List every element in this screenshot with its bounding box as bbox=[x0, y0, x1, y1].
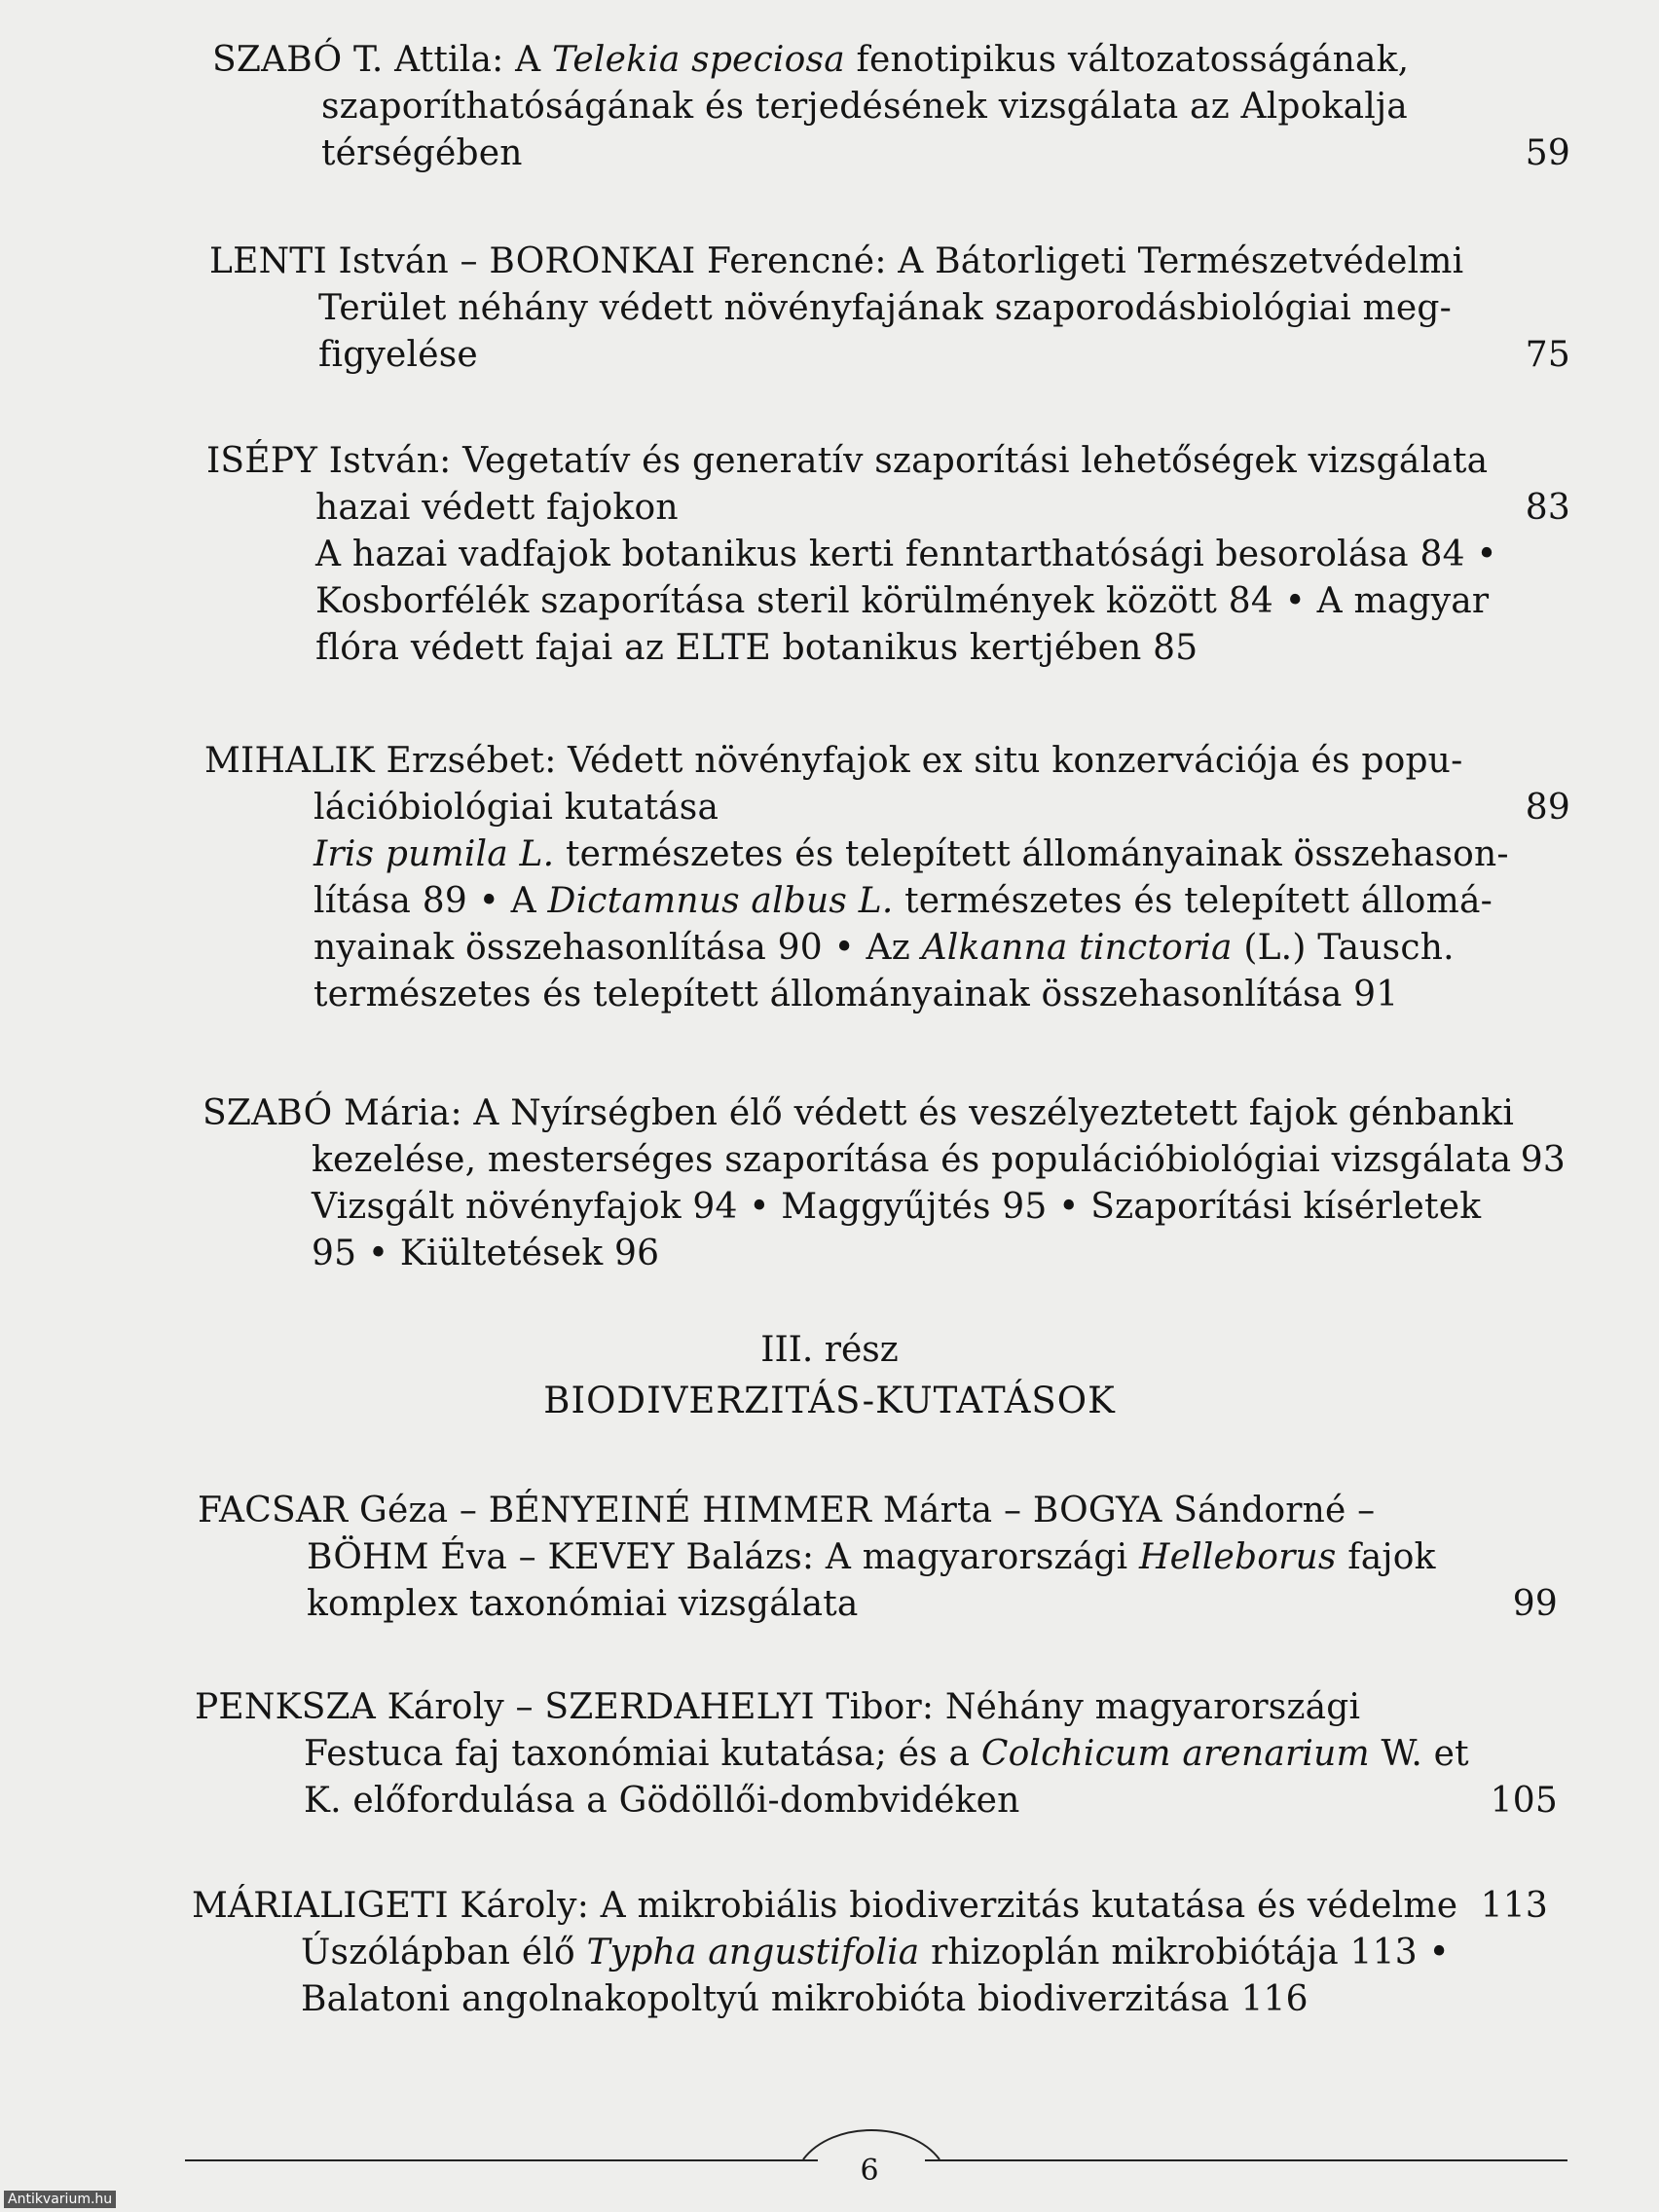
toc-entry-line bbox=[203, 1231, 1566, 1277]
toc-entry-line bbox=[204, 831, 1570, 878]
toc-line-text: SZABÓ T. Attila: A Telekia speciosa fenotipikus változatosságának, bbox=[212, 40, 1410, 80]
toc-entry-heading-line bbox=[204, 738, 1570, 785]
toc-page-number: 113 bbox=[1480, 1886, 1548, 1926]
toc-line-text: Vizsgált növényfajok 94 • Maggyűjtés 95 • Szaporítási kísérletek bbox=[312, 1187, 1482, 1227]
toc-line-text: lítása 89 • A Dictamnus albus L. természetes és telepített állomá- bbox=[313, 881, 1493, 921]
toc-line-text: LENTI István – BORONKAI Ferencné: A Bátorligeti Természetvédelmi bbox=[209, 241, 1464, 281]
toc-entry-line bbox=[198, 1534, 1558, 1581]
toc-entry-line bbox=[206, 485, 1570, 532]
toc-entry-line bbox=[203, 1184, 1566, 1231]
toc-entry-line bbox=[195, 1731, 1558, 1778]
toc-entry-line bbox=[204, 972, 1570, 1018]
toc-entry-lenti bbox=[209, 239, 1570, 379]
toc-entry-isepy bbox=[206, 438, 1570, 672]
toc-entry-line bbox=[206, 578, 1570, 625]
toc-entry-mihalik bbox=[204, 738, 1570, 1018]
toc-entry-szabo-attila bbox=[212, 37, 1570, 177]
toc-entry-penksza bbox=[195, 1684, 1558, 1825]
toc-line-text: MIHALIK Erzsébet: Védett növényfajok ex situ konzervációja és popu- bbox=[204, 741, 1463, 781]
toc-line-text: lációbiológiai kutatása bbox=[313, 788, 719, 828]
toc-page-number: 83 bbox=[1525, 488, 1570, 528]
toc-line-text: Iris pumila L. természetes és telepített állományainak összehason- bbox=[313, 834, 1509, 874]
toc-entry-heading-line bbox=[195, 1684, 1558, 1731]
toc-page-number: 99 bbox=[1512, 1584, 1558, 1624]
toc-line-text: FACSAR Géza – BÉNYEINÉ HIMMER Márta – BOGYA Sándorné – bbox=[198, 1491, 1376, 1530]
toc-entry-heading-line bbox=[212, 37, 1570, 84]
toc-line-text: természetes és telepített állományainak összehasonlítása 91 bbox=[313, 975, 1399, 1014]
toc-entry-szabo-maria bbox=[203, 1090, 1566, 1277]
toc-entry-heading-line bbox=[203, 1090, 1566, 1137]
toc-line-text: Festuca faj taxonómiai kutatása; és a Colchicum arenarium W. et bbox=[304, 1734, 1469, 1774]
toc-entry-heading-line bbox=[198, 1488, 1558, 1534]
section-part-label: III. rész bbox=[760, 1330, 899, 1370]
toc-line-text: Úszólápban élő Typha angustifolia rhizoplán mikrobiótája 113 • bbox=[301, 1933, 1450, 1972]
toc-page-number: 105 bbox=[1490, 1781, 1558, 1821]
toc-line-text: Kosborfélék szaporítása steril körülmények között 84 • A magyar bbox=[315, 581, 1490, 621]
toc-entry-heading-line bbox=[192, 1883, 1548, 1930]
toc-entry-line bbox=[198, 1581, 1558, 1628]
toc-entry-line bbox=[209, 285, 1570, 332]
toc-entry-heading-line bbox=[206, 438, 1570, 485]
toc-line-text: figyelése bbox=[318, 335, 478, 375]
toc-page-number: 89 bbox=[1525, 788, 1570, 828]
toc-line-text: kezelése, mesterséges szaporítása és populációbiológiai vizsgálata bbox=[312, 1140, 1512, 1180]
toc-line-text: A hazai vadfajok botanikus kerti fenntarthatósági besorolása 84 • bbox=[315, 535, 1497, 574]
toc-line-text: BÖHM Éva – KEVEY Balázs: A magyarországi Helleborus fajok bbox=[307, 1537, 1436, 1577]
watermark-label: Antikvarium.hu bbox=[4, 2191, 116, 2208]
toc-line-text: térségében bbox=[321, 133, 523, 173]
toc-line-text: flóra védett fajai az ELTE botanikus kertjében 85 bbox=[315, 628, 1198, 668]
page-number: 6 bbox=[860, 2154, 879, 2188]
toc-entry-line bbox=[204, 925, 1570, 972]
toc-entry-line bbox=[212, 84, 1570, 130]
toc-line-text: Balatoni angolnakopoltyú mikrobióta biodiverzitása 116 bbox=[301, 1979, 1309, 2019]
toc-line-text: komplex taxonómiai vizsgálata bbox=[307, 1584, 859, 1624]
toc-line-text: MÁRIALIGETI Károly: A mikrobiális biodiverzitás kutatása és védelme bbox=[192, 1886, 1458, 1926]
toc-page-number: 75 bbox=[1525, 335, 1570, 375]
toc-page-number: 59 bbox=[1525, 133, 1570, 173]
toc-line-text: PENKSZA Károly – SZERDAHELYI Tibor: Néhány magyarországi bbox=[195, 1687, 1361, 1727]
toc-entry-line bbox=[192, 1930, 1548, 1976]
toc-line-text: 95 • Kiültetések 96 bbox=[312, 1234, 660, 1273]
toc-entry-line bbox=[206, 532, 1570, 578]
toc-entry-line bbox=[204, 878, 1570, 925]
toc-entry-line bbox=[209, 332, 1570, 379]
toc-line-text: ISÉPY István: Vegetatív és generatív szaporítási lehetőségek vizsgálata bbox=[206, 441, 1489, 481]
toc-line-text: szaporíthatóságának és terjedésének vizsgálata az Alpokalja bbox=[321, 87, 1408, 127]
toc-entry-line bbox=[212, 130, 1570, 177]
toc-entry-line bbox=[203, 1137, 1566, 1184]
toc-line-text: nyainak összehasonlítása 90 • Az Alkanna tinctoria (L.) Tausch. bbox=[313, 928, 1455, 968]
toc-entry-facsar bbox=[198, 1488, 1558, 1628]
toc-line-text: Terület néhány védett növényfajának szaporodásbiológiai meg- bbox=[318, 288, 1452, 328]
toc-entry-marialigeti bbox=[192, 1883, 1548, 2023]
toc-page-number: 93 bbox=[1520, 1140, 1566, 1180]
toc-entry-line bbox=[206, 625, 1570, 672]
toc-entry-line bbox=[195, 1778, 1558, 1825]
toc-entry-heading-line bbox=[209, 239, 1570, 285]
section-title: BIODIVERZITÁS-KUTATÁSOK bbox=[543, 1380, 1116, 1421]
toc-line-text: SZABÓ Mária: A Nyírségben élő védett és veszélyeztetett fajok génbanki bbox=[203, 1093, 1515, 1133]
toc-line-text: K. előfordulása a Gödöllői-dombvidéken bbox=[304, 1781, 1020, 1821]
toc-entry-line bbox=[204, 785, 1570, 831]
toc-entry-line bbox=[192, 1976, 1548, 2023]
toc-line-text: hazai védett fajokon bbox=[315, 488, 679, 528]
